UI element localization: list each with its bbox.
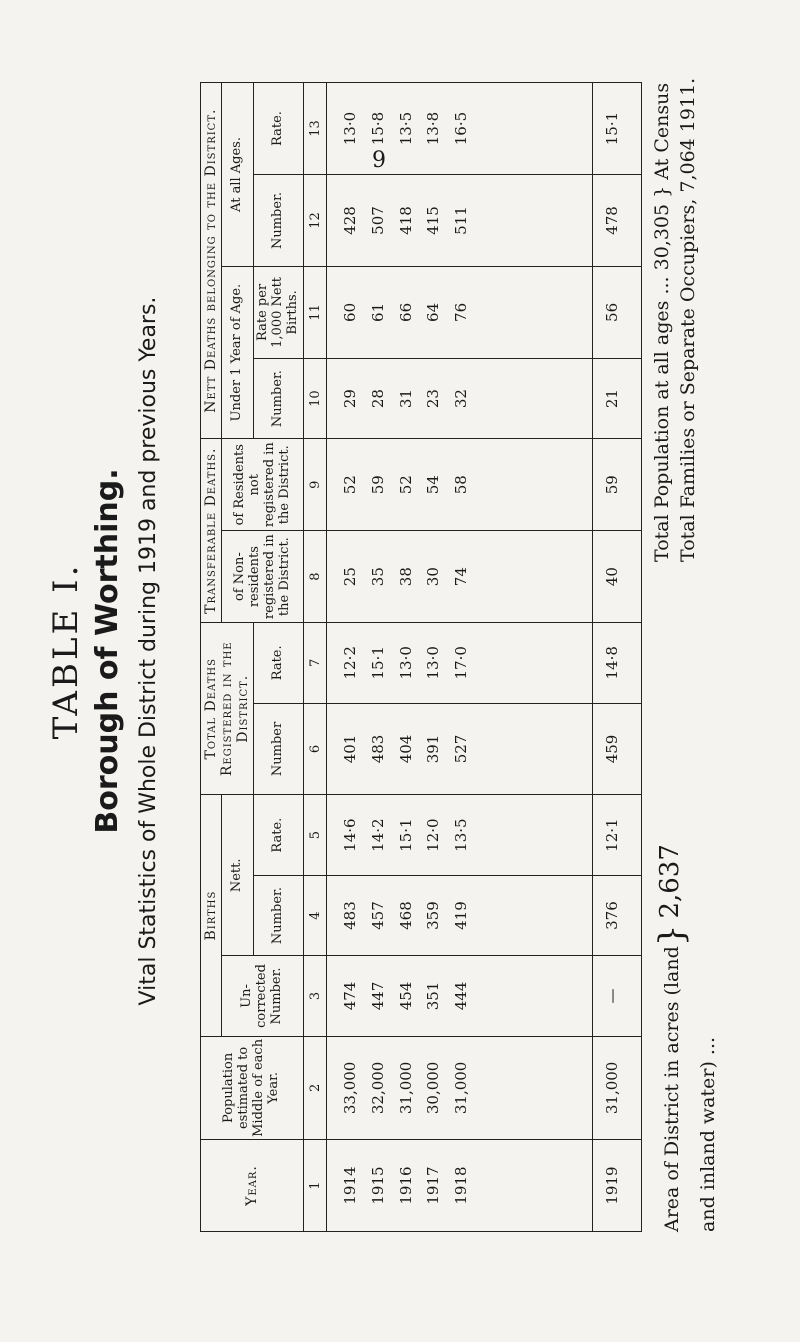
cell-all-deaths: 511 bbox=[452, 206, 471, 235]
column-infant-rate bbox=[327, 266, 593, 358]
families-label: Total Families or Separate Occupiers, bbox=[676, 198, 699, 562]
cell-year: 1918 bbox=[452, 1166, 471, 1205]
cell-births-uncorrected: 454 bbox=[396, 981, 415, 1011]
column-all-rate bbox=[327, 83, 593, 175]
column-number: 4 bbox=[304, 875, 327, 955]
column-number: 11 bbox=[304, 266, 327, 358]
cell-residents: 52 bbox=[396, 475, 415, 495]
column-total-deaths bbox=[327, 703, 593, 795]
header-births: Births bbox=[201, 795, 222, 1036]
page-number: 9 bbox=[372, 148, 386, 173]
brace-icon: } bbox=[652, 924, 692, 947]
cell-births-uncorrected: 474 bbox=[341, 981, 360, 1011]
cell-infant-rate: 66 bbox=[396, 302, 415, 322]
header-residents: of Residents not registered in the District. bbox=[222, 439, 304, 531]
census-label-2: 1911. bbox=[676, 77, 699, 133]
cell-births-nett: 376 bbox=[593, 875, 642, 955]
cell-births-nett: 457 bbox=[368, 901, 387, 930]
cell-residents: 58 bbox=[452, 475, 471, 495]
footer-area bbox=[650, 844, 722, 1232]
cell-births-uncorrected: 444 bbox=[452, 981, 471, 1011]
column-number: 8 bbox=[304, 531, 327, 623]
header-nett: Nett. bbox=[222, 795, 254, 956]
column-number: 5 bbox=[304, 795, 327, 875]
header-births-number: Number. bbox=[254, 875, 304, 955]
cell-all-rate: 16·5 bbox=[452, 111, 471, 146]
header-population: Population estimated to Middle of each Year. bbox=[201, 1036, 304, 1139]
column-infant-deaths bbox=[327, 358, 593, 438]
area-value: 2,637 bbox=[654, 844, 685, 919]
column-number-row bbox=[304, 83, 327, 1232]
cell-births-nett: 483 bbox=[341, 901, 360, 930]
cell-non-residents: 40 bbox=[593, 531, 642, 623]
cell-year: 1916 bbox=[396, 1166, 415, 1205]
cell-infant-deaths: 32 bbox=[452, 389, 471, 409]
cell-infant-rate: 60 bbox=[341, 302, 360, 322]
header-nett-deaths: Nett Deaths belonging to the District. bbox=[201, 83, 222, 439]
cell-population: 31,000 bbox=[396, 1061, 415, 1115]
cell-infant-rate: 61 bbox=[368, 302, 387, 322]
header-all-number: Number. bbox=[254, 175, 304, 267]
cell-total-death-rate: 12·2 bbox=[341, 646, 360, 680]
cell-total-death-rate: 13·0 bbox=[424, 646, 443, 680]
column-number: 12 bbox=[304, 175, 327, 267]
cell-population: 30,000 bbox=[424, 1061, 443, 1115]
cell-infant-rate: 64 bbox=[424, 302, 443, 322]
rotated-page bbox=[40, 40, 740, 1262]
cell-all-deaths: 428 bbox=[341, 206, 360, 235]
cell-population: 32,000 bbox=[368, 1061, 387, 1115]
header-uncorrected: Un-corrected Number. bbox=[222, 956, 304, 1036]
cell-all-deaths: 478 bbox=[593, 175, 642, 267]
column-number: 9 bbox=[304, 439, 327, 531]
cell-infant-rate: 76 bbox=[452, 302, 471, 322]
column-population bbox=[327, 1036, 593, 1139]
cell-residents: 52 bbox=[341, 475, 360, 495]
cell-non-residents: 30 bbox=[424, 567, 443, 587]
cell-year: 1915 bbox=[368, 1166, 387, 1205]
cell-all-rate: 13·0 bbox=[341, 111, 360, 146]
cell-birth-rate: 12·1 bbox=[593, 795, 642, 875]
cell-total-deaths: 459 bbox=[593, 703, 642, 795]
population-value: 30,305 bbox=[651, 203, 673, 271]
cell-all-rate: 15·8 bbox=[368, 111, 387, 146]
cell-residents: 54 bbox=[424, 475, 443, 495]
cell-births-uncorrected: 447 bbox=[368, 981, 387, 1011]
cell-total-death-rate: 14·8 bbox=[593, 623, 642, 703]
cell-total-deaths: 483 bbox=[368, 734, 387, 764]
table-subtitle: Borough of Worthing. bbox=[90, 468, 125, 834]
column-number: 10 bbox=[304, 358, 327, 438]
statistics-table-wrap bbox=[200, 82, 630, 1232]
table-title: TABLE I. bbox=[46, 562, 86, 740]
cell-total-death-rate: 13·0 bbox=[396, 646, 415, 680]
column-non-residents bbox=[327, 531, 593, 623]
cell-infant-rate: 56 bbox=[593, 266, 642, 358]
header-infant-rate: Rate per 1,000 Nett Births. bbox=[254, 266, 304, 358]
cell-population: 31,000 bbox=[452, 1061, 471, 1115]
cell-non-residents: 38 bbox=[396, 567, 415, 587]
column-total-death-rate bbox=[327, 623, 593, 703]
header-all-ages: At all Ages. bbox=[222, 83, 254, 267]
footer-population bbox=[650, 78, 701, 562]
header-deaths-number: Number bbox=[254, 703, 304, 795]
cell-birth-rate: 14·6 bbox=[341, 818, 360, 852]
column-number: 2 bbox=[304, 1036, 327, 1139]
cell-infant-deaths: 31 bbox=[396, 389, 415, 409]
table-caption: Vital Statistics of Whole District during 1919 and previous Years. bbox=[136, 296, 161, 1006]
cell-all-deaths: 418 bbox=[396, 206, 415, 235]
cell-births-uncorrected: — bbox=[593, 956, 642, 1036]
cell-residents: 59 bbox=[368, 475, 387, 495]
header-total-deaths: Total Deaths Registered in the District. bbox=[201, 623, 254, 795]
cell-total-deaths: 527 bbox=[452, 734, 471, 764]
header-non-residents: of Non-residents registered in the District. bbox=[222, 531, 304, 623]
header-births-rate: Rate. bbox=[254, 795, 304, 875]
column-birth-rate bbox=[327, 795, 593, 875]
cell-infant-deaths: 28 bbox=[368, 389, 387, 409]
cell-total-deaths: 404 bbox=[396, 734, 415, 764]
header-transferable: Transferable Deaths. bbox=[201, 439, 222, 623]
cell-births-nett: 419 bbox=[452, 901, 471, 930]
column-number: 13 bbox=[304, 83, 327, 175]
cell-total-deaths: 391 bbox=[424, 734, 443, 764]
cell-non-residents: 74 bbox=[452, 567, 471, 587]
column-year bbox=[327, 1140, 593, 1232]
column-number: 1 bbox=[304, 1140, 327, 1232]
column-number: 6 bbox=[304, 703, 327, 795]
population-label: Total Population at all ages ... bbox=[651, 276, 673, 562]
header-year: Year. bbox=[201, 1140, 304, 1232]
brace-icon: } bbox=[651, 185, 673, 198]
cell-all-deaths: 507 bbox=[368, 206, 387, 235]
cell-population: 31,000 bbox=[593, 1036, 642, 1139]
cell-all-deaths: 415 bbox=[424, 206, 443, 235]
cell-all-rate: 15·1 bbox=[593, 83, 642, 175]
families-value: 7,064 bbox=[676, 138, 699, 193]
cell-year: 1919 bbox=[593, 1140, 642, 1232]
column-births-uncorrected bbox=[327, 956, 593, 1036]
data-row-1919 bbox=[593, 83, 642, 1232]
column-all-deaths bbox=[327, 175, 593, 267]
column-residents bbox=[327, 439, 593, 531]
census-label-1: At Census bbox=[651, 82, 673, 180]
cell-infant-deaths: 21 bbox=[593, 358, 642, 438]
header-under-1: Under 1 Year of Age. bbox=[222, 266, 254, 438]
data-row-main bbox=[327, 83, 593, 1232]
cell-non-residents: 35 bbox=[368, 567, 387, 587]
header-all-rate: Rate. bbox=[254, 83, 304, 175]
area-label-1: Area of District in acres (land bbox=[660, 946, 683, 1232]
cell-birth-rate: 12·0 bbox=[424, 818, 443, 852]
cell-total-death-rate: 15·1 bbox=[368, 646, 387, 680]
cell-all-rate: 13·5 bbox=[396, 111, 415, 146]
cell-birth-rate: 15·1 bbox=[396, 818, 415, 852]
cell-births-nett: 359 bbox=[424, 901, 443, 930]
cell-total-death-rate: 17·0 bbox=[452, 646, 471, 680]
cell-infant-deaths: 23 bbox=[424, 389, 443, 409]
cell-birth-rate: 13·5 bbox=[452, 818, 471, 852]
statistics-table bbox=[200, 82, 642, 1232]
area-label-2: and inland water) ... bbox=[696, 1036, 719, 1232]
header-deaths-rate: Rate. bbox=[254, 623, 304, 703]
column-number: 7 bbox=[304, 623, 327, 703]
cell-births-nett: 468 bbox=[396, 901, 415, 930]
column-births-nett bbox=[327, 875, 593, 955]
table-body bbox=[327, 83, 642, 1232]
column-number: 3 bbox=[304, 956, 327, 1036]
cell-birth-rate: 14·2 bbox=[368, 818, 387, 852]
cell-residents: 59 bbox=[593, 439, 642, 531]
cell-all-rate: 13·8 bbox=[424, 111, 443, 146]
cell-total-deaths: 401 bbox=[341, 734, 360, 764]
header-infant-number: Number. bbox=[254, 358, 304, 438]
cell-year: 1914 bbox=[341, 1166, 360, 1205]
cell-non-residents: 25 bbox=[341, 567, 360, 587]
cell-year: 1917 bbox=[424, 1166, 443, 1205]
cell-births-uncorrected: 351 bbox=[424, 981, 443, 1011]
cell-population: 33,000 bbox=[341, 1061, 360, 1115]
cell-infant-deaths: 29 bbox=[341, 389, 360, 409]
